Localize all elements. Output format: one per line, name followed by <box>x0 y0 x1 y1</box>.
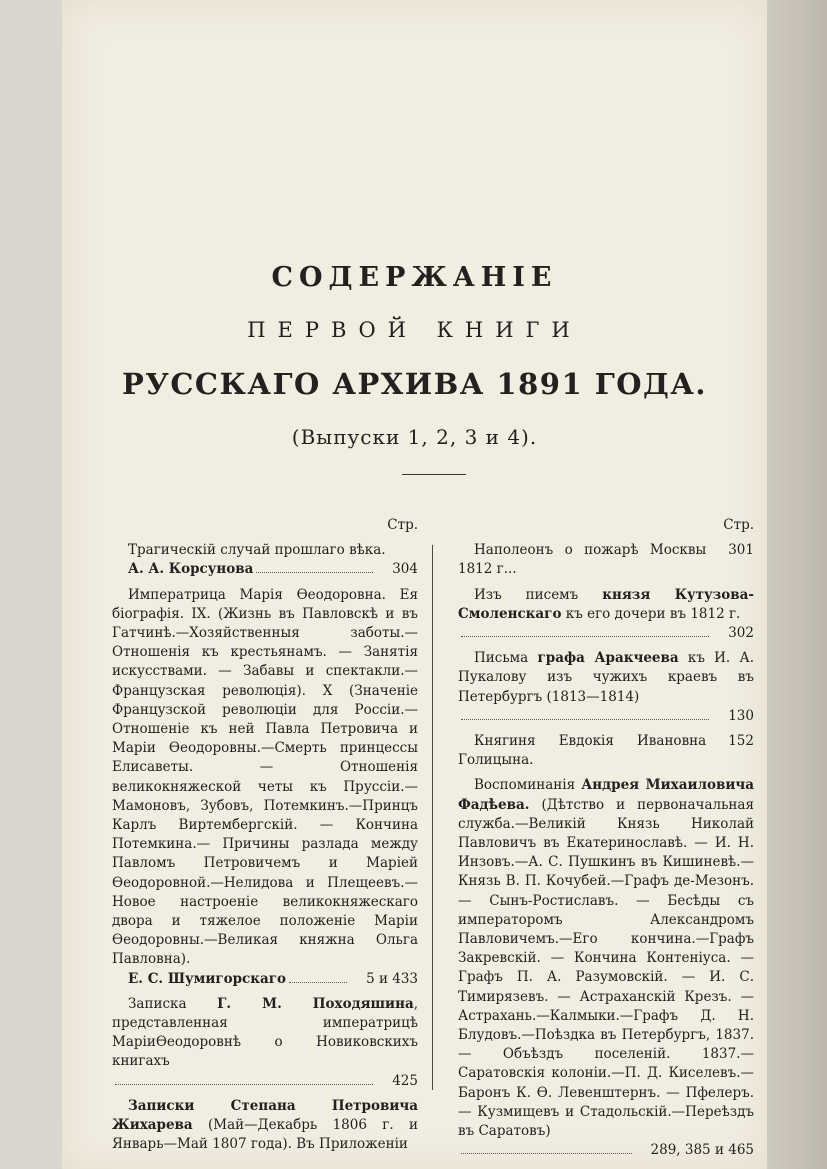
entry-page: 5 и 433 <box>366 970 418 987</box>
entry-author: графа Аракчеева <box>537 650 679 667</box>
column-divider <box>432 545 433 1090</box>
entry-title: Письма <box>474 650 529 667</box>
entry-page: 289, 385 и 465 <box>650 1142 754 1159</box>
dot-leader <box>461 1153 632 1154</box>
dot-leader <box>115 1084 373 1085</box>
entry-author: Андрея Михаиловича Фадѣева. <box>458 777 754 813</box>
entry-page: 301 <box>728 542 754 559</box>
contents-heading: СОДЕРЖАНІЕ <box>271 262 558 293</box>
entry-page: 302 <box>728 625 754 642</box>
entry-leader <box>458 707 754 726</box>
entry-author: А. А. Корсунова <box>128 561 254 578</box>
toc-entry <box>112 541 418 579</box>
entry-page: 425 <box>392 1072 418 1089</box>
page-column-label: Стр. <box>723 517 754 533</box>
entry-title: Изъ писемъ <box>474 586 579 603</box>
entry-title: Наполеонъ о пожарѣ Москвы 1812 г... <box>458 542 707 578</box>
right-column <box>458 516 754 1167</box>
dot-leader <box>256 572 373 573</box>
entry-author: Записки Степана Петровича Жихарева <box>112 1097 418 1134</box>
dot-leader <box>461 719 709 720</box>
entry-leader <box>112 970 418 989</box>
dot-leader <box>461 636 709 637</box>
entry-page: 152 <box>728 733 754 750</box>
entry-description: , представленная императрицѣ МаріиѲеодоровнѣ о Новиковскихъ книгахъ <box>112 995 418 1070</box>
entry-description: къ его дочери въ 1812 г. <box>561 605 741 622</box>
entry-description: (Дѣтство и первоначальная служба.—Великій Князь Николай Павловичъ въ Екатеринославѣ. — И. Н. Инзовъ.—А. С. Пушкинъ въ Кишиневѣ.—Князь В. П. Кочубей.—Графъ де-Мезонъ. — Сынъ-Ростиславъ. — Бесѣды съ императоромъ Александромъ Павловичемъ.—Его кончина.—Графъ Закревскій. — Кончина Контеніуса. — Графъ П. А. Разумовскій. — И. С. Тимирязевъ. — Астраханскій Крезъ. — Астрахань.—Калмыки.—Графъ Д. Н. Блудовъ.—Поѣздка въ Петербургъ, 1837.— Объѣздъ поселеній. 1837.—Саратовскія колоніи.—П. Д. Киселевъ.—Баронъ К. Ѳ. Левенштернъ. — Пфелеръ. — Кузмищевъ и Стадольскій.—Переѣздъ въ Саратовъ) <box>458 796 754 1140</box>
left-column <box>112 516 418 1161</box>
toc-entry <box>112 995 418 1091</box>
entry-description: Императрица Марія Ѳеодоровна. Ея біографія. IX. (Жизнь въ Павловскѣ и въ Гатчинѣ.—Хозяйственныя заботы.—Отношенія къ крестьянамъ. — Занятія искусствами. — Забавы и спектакли.— Французская революція). X (Значеніе Французской революціи для Россіи.— Отношеніе къ ней Павла Петровича и Маріи Ѳеодоровны.—Смерть принцессы Елисаветы. — Отношенія великокняжеской четы къ Пруссіи.—Мамоновъ, Зубовъ, Потемкинъ.—Принцъ Карлъ Виртембергскій. — Кончина Потемкина.— Причины разлада между Павломъ Петровичемъ и Маріей Ѳеодоровной.—Нелидова и Плещеевъ.—Новое настроеніе великокняжескаго двора и тяжелое положеніе Маріи Ѳеодоровны.—Великая княжна Ольга Павловна). <box>112 586 418 968</box>
page-edge <box>767 0 827 1169</box>
entry-leader <box>458 541 754 579</box>
contents-subheading: ПЕРВОЙ КНИГИ <box>247 318 582 342</box>
toc-entry <box>112 1097 418 1155</box>
toc-entry <box>458 649 754 726</box>
entry-page: 130 <box>728 707 754 724</box>
toc-entry <box>458 732 754 770</box>
toc-entry <box>112 586 418 989</box>
toc-entry <box>458 586 754 644</box>
page-column-label: Стр. <box>387 517 418 533</box>
entry-leader <box>458 624 754 643</box>
entry-description: къ И. А. Пукалову изъ чужихъ краевъ въ Петербургъ (1813—1814) <box>458 650 754 705</box>
entry-leader <box>458 1141 754 1160</box>
toc-entry <box>458 541 754 579</box>
toc-entry <box>458 776 754 1160</box>
entry-leader <box>458 732 754 770</box>
entry-description: (Май—Декабрь 1806 г. и Январь—Май 1807 года). Въ Приложеніи <box>112 1117 418 1153</box>
entry-leader <box>112 1072 418 1091</box>
dot-leader <box>289 982 347 983</box>
entry-title: Княгиня Евдокія Ивановна Голицына. <box>458 733 707 769</box>
issues-line: (Выпуски 1, 2, 3 и 4). <box>291 425 538 449</box>
archive-title: РУССКАГО АРХИВА 1891 ГОДА. <box>121 367 708 401</box>
title-divider <box>402 474 466 475</box>
entry-title: Трагическій случай прошлаго вѣка. <box>128 542 386 559</box>
entry-author: князя Кутузова-Смоленскаго <box>458 586 754 622</box>
entry-leader <box>112 560 418 579</box>
entry-author: Е. С. Шумигорскаго <box>128 970 287 987</box>
entry-author: Г. М. Походяшина <box>217 995 414 1012</box>
entry-title: Воспоминанія <box>474 777 576 794</box>
entry-title: Записка <box>128 995 187 1012</box>
entry-page: 304 <box>392 561 418 578</box>
